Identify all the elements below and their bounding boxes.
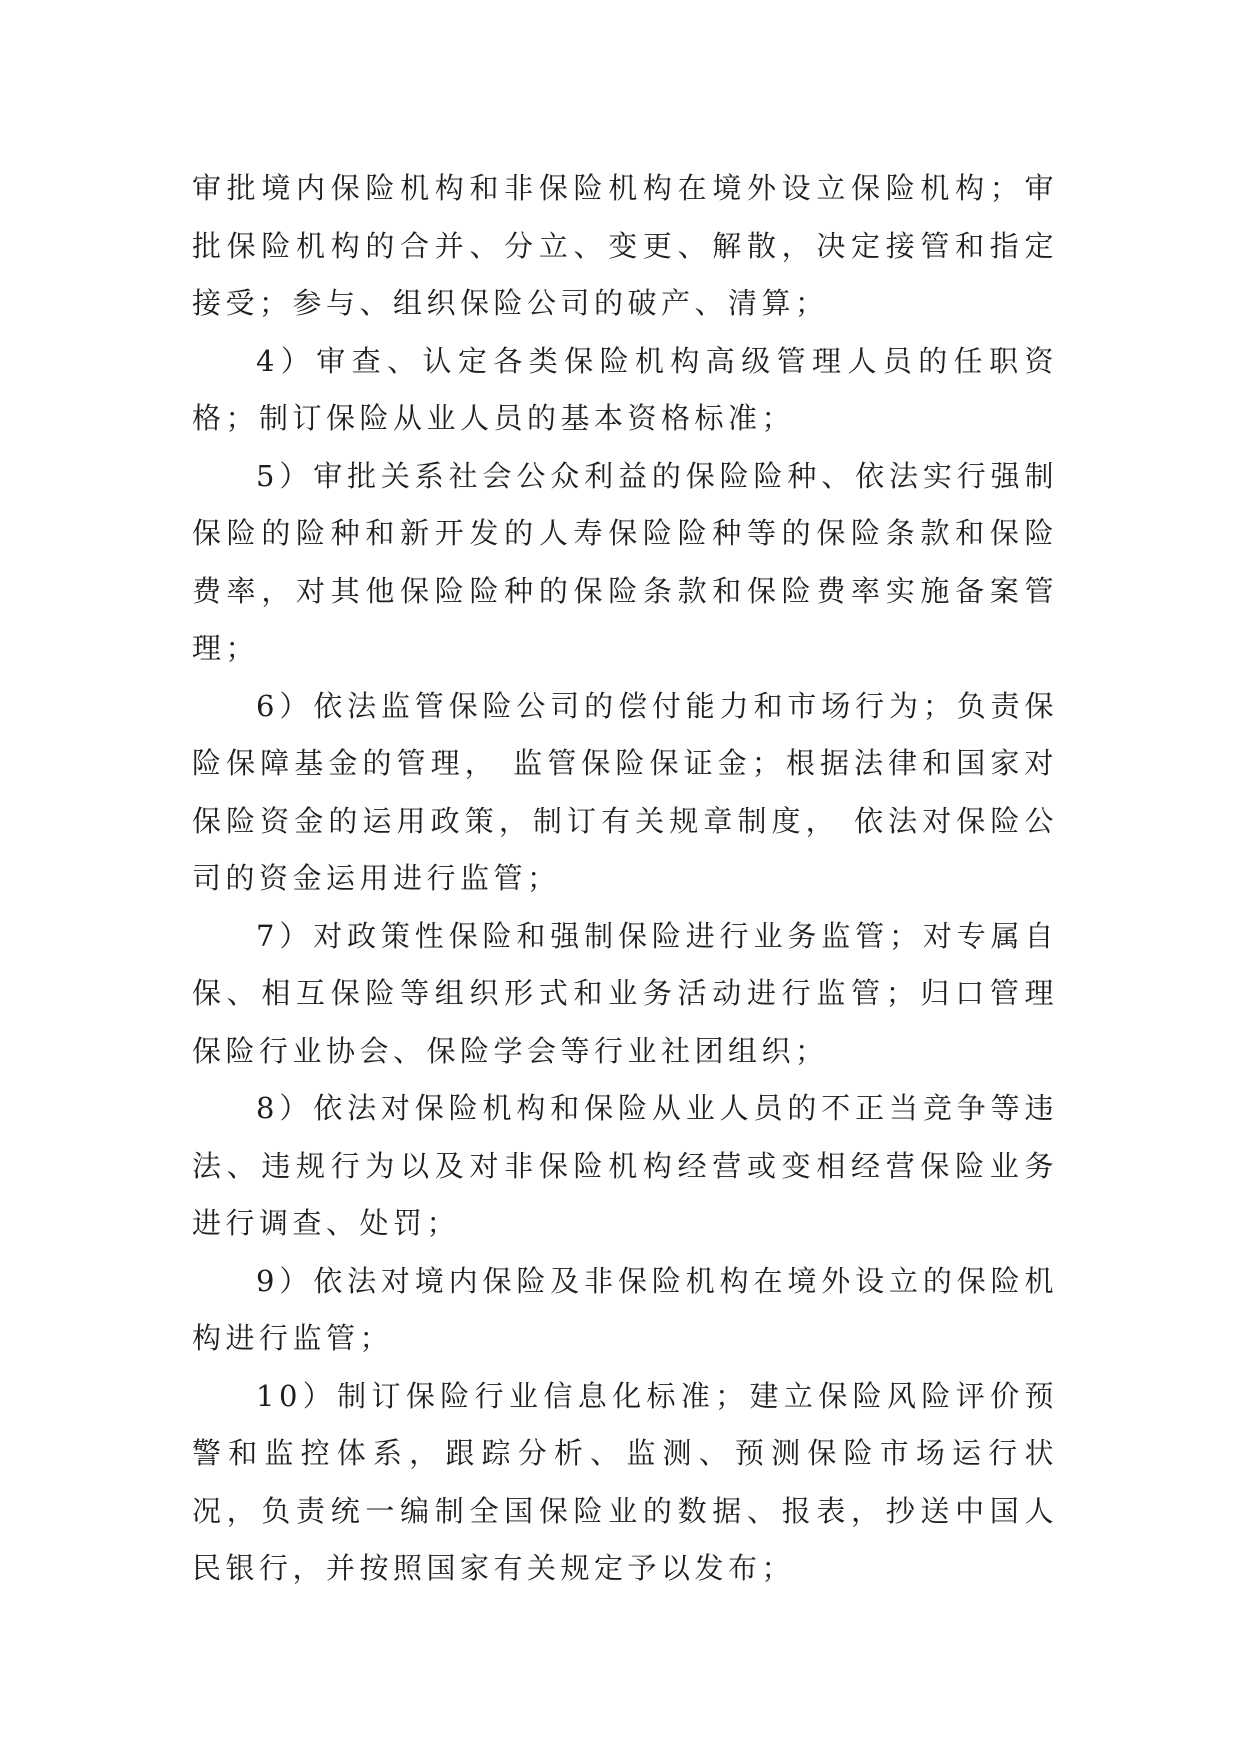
paragraph-item-8: 8）依法对保险机构和保险从业人员的不正当竞争等违法、违规行为以及对非保险机构经营或变相经营保险业务进行调查、处罚； xyxy=(192,1091,1058,1240)
paragraph-item-5: 5）审批关系社会公众利益的保险险种、依法实行强制保险的险种和新开发的人寿保险险种等的保险条款和保险费率，对其他保险险种的保险条款和保险费率实施备案管理； xyxy=(192,458,1058,665)
paragraph-item-4: 4）审查、认定各类保险机构高级管理人员的任职资格；制订保险从业人员的基本资格标准； xyxy=(192,343,1058,435)
paragraph-continuation: 审批境内保险机构和非保险机构在境外设立保险机构；审批保险机构的合并、分立、变更、解散，决定接管和指定接受；参与、组织保险公司的破产、清算； xyxy=(192,171,1058,320)
paragraph-item-9: 9）依法对境内保险及非保险机构在境外设立的保险机构进行监管； xyxy=(192,1263,1058,1355)
document-body xyxy=(192,160,1058,1598)
paragraph-item-6: 6）依法监管保险公司的偿付能力和市场行为；负责保险保障基金的管理， 监管保险保证金；根据法律和国家对保险资金的运用政策，制订有关规章制度， 依法对保险公司的资金运用进行监管； xyxy=(192,688,1058,895)
paragraph-item-7: 7）对政策性保险和强制保险进行业务监管；对专属自保、相互保险等组织形式和业务活动进行监管；归口管理保险行业协会、保险学会等行业社团组织； xyxy=(192,918,1058,1068)
paragraph-item-10: 10）制订保险行业信息化标准；建立保险风险评价预警和监控体系，跟踪分析、监测、预测保险市场运行状况，负责统一编制全国保险业的数据、报表，抄送中国人民银行，并按照国家有关规定予以发布； xyxy=(192,1378,1058,1585)
